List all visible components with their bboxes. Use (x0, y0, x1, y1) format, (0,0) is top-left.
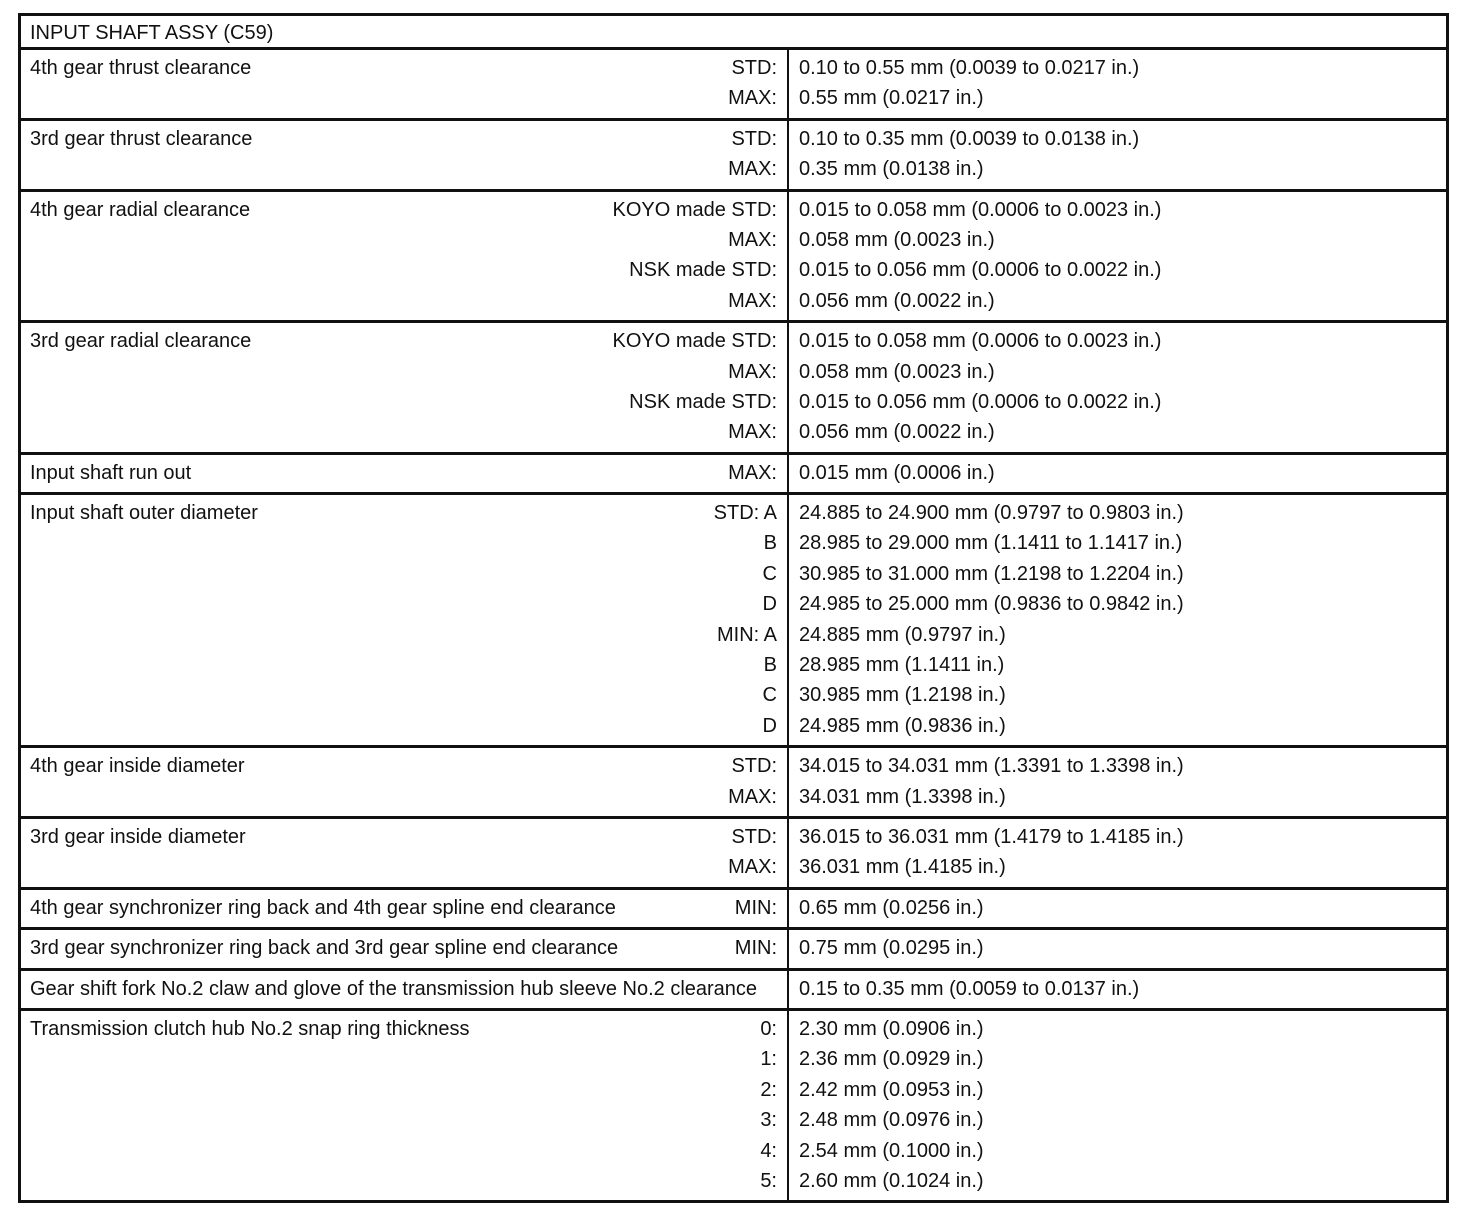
spec-labels (728, 458, 777, 488)
spec-value: 34.015 to 34.031 mm (1.3391 to 1.3398 in.) (799, 755, 1184, 778)
spec-value: 2.54 mm (0.1000 in.) (799, 1139, 984, 1162)
spec-label: MAX: (728, 228, 777, 251)
value-cell (789, 971, 1446, 1008)
spec-value: 0.056 mm (0.0022 in.) (799, 289, 995, 312)
table-row (21, 495, 1446, 748)
item-name: 4th gear radial clearance (30, 198, 251, 221)
spec-value: 2.60 mm (0.1024 in.) (799, 1169, 984, 1192)
spec-label: KOYO made STD: (612, 198, 777, 221)
spec-value: 0.10 to 0.35 mm (0.0039 to 0.0138 in.) (799, 127, 1140, 150)
spec-value: 2.48 mm (0.0976 in.) (799, 1109, 984, 1132)
value-cell (789, 192, 1446, 321)
spec-value: 0.55 mm (0.0217 in.) (799, 87, 984, 110)
table-row (21, 930, 1446, 970)
spec-value: 36.015 to 36.031 mm (1.4179 to 1.4185 in.) (799, 826, 1184, 848)
spec-label: B (763, 532, 777, 555)
spec-label: 2: (760, 1078, 777, 1101)
spec-label: 1: (760, 1048, 777, 1071)
item-cell (21, 121, 789, 189)
spec-label: 4: (760, 1139, 777, 1162)
table-row (21, 1011, 1446, 1200)
value-cell (789, 890, 1446, 927)
spec-label: MAX: (728, 158, 777, 181)
item-cell (21, 819, 789, 887)
value-cell (789, 323, 1446, 452)
item-cell (21, 455, 789, 492)
table-body (21, 50, 1446, 1200)
spec-label: MIN: (734, 937, 777, 960)
item-name: 3rd gear thrust clearance (30, 127, 253, 150)
spec-value: 28.985 to 29.000 mm (1.1411 to 1.1417 in.) (799, 532, 1183, 555)
item-cell (21, 495, 789, 745)
spec-labels (728, 751, 777, 812)
spec-label: NSK made STD: (629, 259, 777, 282)
spec-labels (760, 1014, 777, 1196)
value-cell (789, 121, 1446, 189)
spec-labels (728, 53, 777, 114)
value-cell (789, 930, 1446, 967)
spec-value: 0.056 mm (0.0022 in.) (799, 421, 995, 444)
spec-labels (714, 498, 777, 741)
spec-value: 0.015 to 0.058 mm (0.0006 to 0.0023 in.) (799, 198, 1162, 221)
spec-labels (735, 933, 777, 963)
spec-label: MIN: A (716, 623, 777, 646)
spec-label: KOYO made STD: (612, 330, 777, 353)
spec-label: NSK made STD: (629, 390, 777, 413)
spec-value: 0.058 mm (0.0023 in.) (799, 360, 995, 383)
table-row (21, 323, 1446, 455)
item-name: 4th gear inside diameter (30, 755, 245, 778)
spec-value: 30.985 mm (1.2198 in.) (799, 684, 1006, 707)
spec-label: C (762, 684, 777, 707)
spec-value: 0.75 mm (0.0295 in.) (799, 937, 984, 960)
table-row (21, 971, 1446, 1011)
spec-value: 30.985 to 31.000 mm (1.2198 to 1.2204 in.) (799, 562, 1184, 585)
spec-value: 0.015 to 0.056 mm (0.0006 to 0.0022 in.) (799, 390, 1162, 413)
spec-label: MAX: (728, 461, 777, 484)
spec-table (18, 13, 1449, 1203)
item-name: 3rd gear synchronizer ring back and 3rd gear spline end clearance (30, 937, 619, 960)
spec-value: 0.015 mm (0.0006 in.) (799, 461, 995, 484)
spec-label: STD: (731, 755, 777, 778)
item-cell (21, 323, 789, 452)
item-name: 3rd gear inside diameter (30, 826, 246, 848)
item-cell (21, 930, 789, 967)
item-cell (21, 890, 789, 927)
spec-label: MIN: (734, 896, 777, 919)
item-name: Input shaft run out (30, 461, 192, 484)
table-row (21, 50, 1446, 121)
item-name: Input shaft outer diameter (30, 502, 258, 525)
value-cell (789, 748, 1446, 816)
value-cell (789, 1011, 1446, 1200)
spec-value: 0.058 mm (0.0023 in.) (799, 228, 995, 251)
spec-label: MAX: (728, 289, 777, 312)
spec-value: 24.885 mm (0.9797 in.) (799, 623, 1006, 646)
spec-labels (613, 326, 778, 448)
table-row (21, 748, 1446, 819)
item-name: Transmission clutch hub No.2 snap ring thickness (30, 1018, 470, 1040)
value-cell (789, 819, 1446, 887)
item-name: Gear shift fork No.2 claw and glove of the transmission hub sleeve No.2 clearance (30, 977, 758, 1000)
table-row (21, 121, 1446, 192)
item-name: 4th gear thrust clearance (30, 57, 252, 79)
table-title: INPUT SHAFT ASSY (C59) (21, 16, 1446, 50)
spec-label: MAX: (728, 856, 777, 879)
spec-value: 28.985 mm (1.1411 in.) (799, 654, 1005, 677)
spec-label: MAX: (728, 785, 777, 808)
spec-value: 0.15 to 0.35 mm (0.0059 to 0.0137 in.) (799, 977, 1140, 1000)
value-cell (789, 495, 1446, 745)
spec-label: 0: (760, 1018, 777, 1040)
item-cell (21, 1011, 789, 1200)
spec-value: 0.015 to 0.058 mm (0.0006 to 0.0023 in.) (799, 330, 1162, 353)
spec-label: MAX: (728, 421, 777, 444)
spec-value: 34.031 mm (1.3398 in.) (799, 785, 1006, 808)
table-row (21, 890, 1446, 930)
spec-label: D (762, 593, 777, 616)
table-row (21, 455, 1446, 495)
item-cell (21, 192, 789, 321)
spec-value: 36.031 mm (1.4185 in.) (799, 856, 1006, 879)
spec-label: MAX: (728, 360, 777, 383)
spec-label: D (762, 714, 777, 737)
spec-label: C (762, 562, 777, 585)
spec-value: 24.885 to 24.900 mm (0.9797 to 0.9803 in.) (799, 502, 1184, 525)
value-cell (789, 50, 1446, 118)
spec-value: 0.65 mm (0.0256 in.) (799, 896, 984, 919)
spec-label: 5: (760, 1169, 777, 1192)
item-cell (21, 50, 789, 118)
spec-labels (728, 822, 777, 883)
item-name: 3rd gear radial clearance (30, 330, 252, 353)
item-name: 4th gear synchronizer ring back and 4th gear spline end clearance (30, 896, 616, 919)
spec-value: 0.10 to 0.55 mm (0.0039 to 0.0217 in.) (799, 57, 1140, 79)
value-cell (789, 455, 1446, 492)
spec-label: STD: A (713, 502, 777, 525)
spec-label: B (763, 654, 777, 677)
spec-labels (613, 195, 778, 317)
spec-value: 0.015 to 0.056 mm (0.0006 to 0.0022 in.) (799, 259, 1162, 282)
spec-label: STD: (731, 127, 777, 150)
table-row (21, 819, 1446, 890)
spec-label: STD: (731, 826, 777, 848)
spec-label: STD: (731, 57, 777, 79)
spec-value: 24.985 mm (0.9836 in.) (799, 714, 1006, 737)
table-row (21, 192, 1446, 324)
spec-value: 2.42 mm (0.0953 in.) (799, 1078, 984, 1101)
spec-value: 24.985 to 25.000 mm (0.9836 to 0.9842 in.) (799, 593, 1184, 616)
spec-value: 2.30 mm (0.0906 in.) (799, 1018, 984, 1040)
item-cell (21, 748, 789, 816)
spec-label: 3: (760, 1109, 777, 1132)
spec-label: MAX: (728, 87, 777, 110)
spec-labels (728, 124, 777, 185)
spec-value: 0.35 mm (0.0138 in.) (799, 158, 984, 181)
spec-value: 2.36 mm (0.0929 in.) (799, 1048, 984, 1071)
item-cell (21, 971, 789, 1008)
spec-labels (735, 893, 777, 923)
